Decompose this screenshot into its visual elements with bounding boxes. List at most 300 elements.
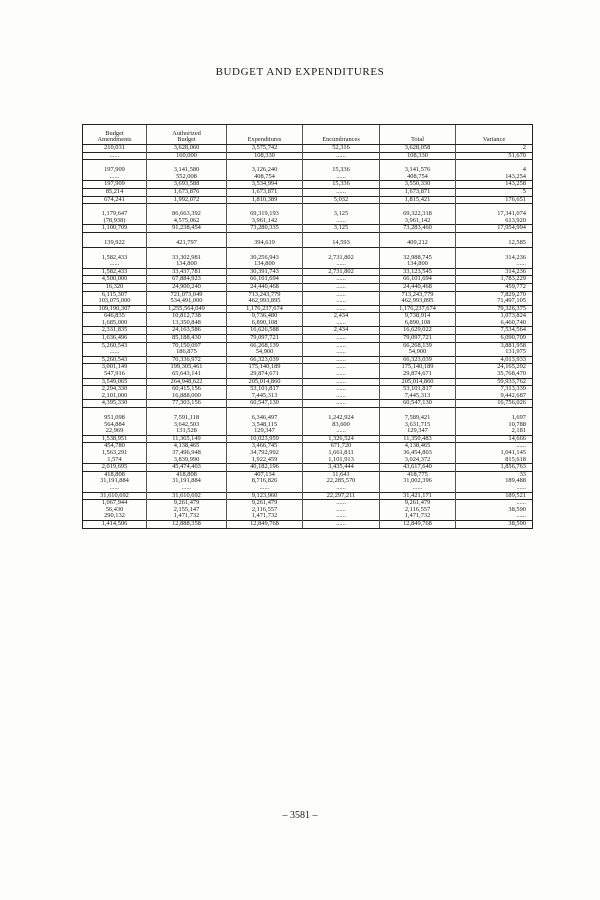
table-row (83, 232, 533, 247)
cell-total: 462,993,895 (380, 298, 456, 305)
cell-encumbrances: ...... (303, 349, 380, 356)
cell-variance: ...... (456, 261, 533, 268)
table-row (83, 313, 533, 320)
table-row (83, 492, 533, 500)
table-row (83, 276, 533, 284)
cell-encumbrances: ...... (303, 364, 380, 371)
cell-variance: 38,590 (456, 520, 533, 528)
cell-authorized-budget: 421,797 (147, 232, 227, 247)
cell-authorized-budget: 134,800 (147, 261, 227, 268)
table-row (83, 196, 533, 204)
cell-budget-amendments: 31,610,692 (83, 492, 147, 500)
cell-encumbrances: ...... (303, 386, 380, 393)
cell-total: 43,617,640 (380, 464, 456, 472)
cell-authorized-budget: 24,900,240 (147, 283, 227, 291)
cell-variance: 38,590 (456, 507, 533, 514)
cell-encumbrances: ...... (303, 520, 380, 528)
cell-budget-amendments: 1,100,709 (83, 225, 147, 233)
cell-variance: 459,772 (456, 283, 533, 291)
cell-budget-amendments: 646,835 (83, 313, 147, 320)
cell-total: 3,631,715 (380, 422, 456, 429)
cell-authorized-budget: 160,000 (147, 152, 227, 160)
table-row (83, 443, 533, 450)
cell-expenditures: 29,874,671 (227, 371, 303, 378)
table-row (83, 500, 533, 507)
cell-budget-amendments: 31,191,884 (83, 478, 147, 485)
cell-encumbrances: 5,032 (303, 196, 380, 204)
cell-variance: 7,313,339 (456, 386, 533, 393)
cell-expenditures: 9,123,960 (227, 492, 303, 500)
cell-total: 408,754 (380, 174, 456, 181)
cell-expenditures: 3,961,142 (227, 218, 303, 225)
cell-authorized-budget: 31,610,692 (147, 492, 227, 500)
table-row (83, 327, 533, 335)
cell-encumbrances: ...... (303, 371, 380, 378)
cell-total: 9,261,479 (380, 500, 456, 507)
cell-expenditures: 1,922,459 (227, 457, 303, 464)
cell-expenditures: 6,346,497 (227, 408, 303, 422)
table-row (83, 188, 533, 196)
cell-encumbrances: 2,731,802 (303, 247, 380, 261)
cell-budget-amendments: 3,001,149 (83, 364, 147, 371)
cell-total: 7,445,313 (380, 393, 456, 400)
header-encumbrances: Encumbrances (303, 125, 380, 145)
cell-variance: 189,488 (456, 478, 533, 485)
table-row (83, 364, 533, 371)
cell-budget-amendments: 2,019,695 (83, 464, 147, 472)
cell-authorized-budget: 85,188,430 (147, 335, 227, 343)
cell-authorized-budget: 11,365,149 (147, 435, 227, 443)
header-authorized-budget: Authorized Budget (147, 125, 227, 145)
cell-authorized-budget: 12,888,358 (147, 520, 227, 528)
cell-encumbrances: ...... (303, 335, 380, 343)
table-row (83, 507, 533, 514)
cell-authorized-budget: 1,673,876 (147, 188, 227, 196)
cell-variance: 17,954,994 (456, 225, 533, 233)
cell-variance: 79,326,375 (456, 305, 533, 313)
page-title: BUDGET AND EXPENDITURES (215, 66, 385, 78)
cell-encumbrances: 3,125 (303, 225, 380, 233)
cell-budget-amendments: 564,884 (83, 422, 147, 429)
cell-expenditures: 205,014,860 (227, 378, 303, 386)
table-header-row (83, 125, 533, 145)
cell-total: 31,002,396 (380, 478, 456, 485)
cell-authorized-budget: 186,875 (147, 349, 227, 356)
cell-variance: 1,041,145 (456, 450, 533, 457)
cell-total: 3,024,372 (380, 457, 456, 464)
cell-authorized-budget: 552,008 (147, 174, 227, 181)
cell-budget-amendments: 2,331,835 (83, 327, 147, 335)
cell-budget-amendments: ...... (83, 261, 147, 268)
table-row (83, 218, 533, 225)
cell-total: 66,268,139 (380, 342, 456, 349)
table-row (83, 204, 533, 218)
cell-budget-amendments: 6,115,307 (83, 291, 147, 298)
cell-expenditures: 3,575,742 (227, 145, 303, 153)
table-row (83, 160, 533, 174)
table-row (83, 520, 533, 528)
cell-total: 418,775 (380, 471, 456, 478)
cell-authorized-budget: 3,693,588 (147, 181, 227, 189)
cell-budget-amendments: 16,320 (83, 283, 147, 291)
cell-total: 4,138,465 (380, 443, 456, 450)
cell-expenditures: 7,445,313 (227, 393, 303, 400)
table-row (83, 305, 533, 313)
cell-encumbrances: ...... (303, 276, 380, 284)
cell-authorized-budget: 31,191,884 (147, 478, 227, 485)
cell-expenditures: 66,323,039 (227, 356, 303, 364)
cell-variance: 35,768,470 (456, 371, 533, 378)
cell-encumbrances: ...... (303, 513, 380, 520)
cell-variance: 59,933,762 (456, 378, 533, 386)
cell-encumbrances: 22,285,570 (303, 478, 380, 485)
table-row (83, 435, 533, 443)
cell-expenditures: 66,268,139 (227, 342, 303, 349)
cell-encumbrances: ...... (303, 305, 380, 313)
cell-total: 129,347 (380, 428, 456, 435)
table-row (83, 174, 533, 181)
table-row (83, 393, 533, 400)
cell-total: 3,961,142 (380, 218, 456, 225)
cell-budget-amendments: 951,098 (83, 408, 147, 422)
cell-budget-amendments: ...... (83, 485, 147, 492)
cell-encumbrances: 52,316 (303, 145, 380, 153)
cell-variance: 14,666 (456, 435, 533, 443)
cell-authorized-budget: 24,163,586 (147, 327, 227, 335)
cell-variance: 3,881,958 (456, 342, 533, 349)
cell-variance: ...... (456, 513, 533, 520)
cell-encumbrances: ...... (303, 298, 380, 305)
cell-total: 36,454,803 (380, 450, 456, 457)
table-row (83, 400, 533, 408)
cell-expenditures: 69,319,193 (227, 204, 303, 218)
cell-authorized-budget: 33,302,981 (147, 247, 227, 261)
cell-variance: ...... (456, 500, 533, 507)
cell-expenditures: 1,673,871 (227, 188, 303, 196)
cell-expenditures: 394,619 (227, 232, 303, 247)
cell-budget-amendments: 1,538,951 (83, 435, 147, 443)
cell-budget-amendments: 2,101,000 (83, 393, 147, 400)
cell-encumbrances: ...... (303, 188, 380, 196)
cell-budget-amendments: 4,395,330 (83, 400, 147, 408)
cell-budget-amendments: 1,563,291 (83, 450, 147, 457)
cell-variance: 1,783,229 (456, 276, 533, 284)
cell-authorized-budget: 721,073,049 (147, 291, 227, 298)
cell-budget-amendments: 1,636,496 (83, 335, 147, 343)
cell-total: 53,101,817 (380, 386, 456, 393)
cell-budget-amendments: 139,922 (83, 232, 147, 247)
cell-encumbrances: 14,593 (303, 232, 380, 247)
cell-expenditures: 66,101,694 (227, 276, 303, 284)
cell-encumbrances: ...... (303, 400, 380, 408)
cell-budget-amendments: 418,808 (83, 471, 147, 478)
table-row (83, 422, 533, 429)
table-row (83, 513, 533, 520)
cell-budget-amendments: 22,969 (83, 428, 147, 435)
cell-total: 175,140,189 (380, 364, 456, 371)
cell-total: 54,900 (380, 349, 456, 356)
cell-expenditures: 713,243,779 (227, 291, 303, 298)
cell-budget-amendments: 3,549,065 (83, 378, 147, 386)
cell-encumbrances: 1,101,913 (303, 457, 380, 464)
cell-expenditures: 30,256,943 (227, 247, 303, 261)
cell-budget-amendments: 1,582,433 (83, 247, 147, 261)
cell-encumbrances: ...... (303, 291, 380, 298)
cell-budget-amendments: 547,916 (83, 371, 147, 378)
table-row (83, 298, 533, 305)
cell-encumbrances: ...... (303, 507, 380, 514)
cell-total: 409,212 (380, 232, 456, 247)
cell-authorized-budget: 60,415,156 (147, 386, 227, 393)
cell-authorized-budget: 16,888,000 (147, 393, 227, 400)
cell-encumbrances: 3,125 (303, 204, 380, 218)
table-row (83, 145, 533, 153)
cell-authorized-budget: 9,261,479 (147, 500, 227, 507)
table-row (83, 283, 533, 291)
cell-budget-amendments: 674,241 (83, 196, 147, 204)
cell-variance: 17,341,074 (456, 204, 533, 218)
cell-variance: 51,670 (456, 152, 533, 160)
cell-encumbrances: ...... (303, 342, 380, 349)
cell-encumbrances: 1,242,924 (303, 408, 380, 422)
cell-variance: 5 (456, 188, 533, 196)
cell-variance: 143,254 (456, 174, 533, 181)
cell-expenditures: 8,716,826 (227, 478, 303, 485)
cell-authorized-budget: 13,350,848 (147, 320, 227, 327)
table-row (83, 471, 533, 478)
cell-expenditures: 9,736,480 (227, 313, 303, 320)
cell-encumbrances: ...... (303, 428, 380, 435)
cell-authorized-budget: 4,138,465 (147, 443, 227, 450)
cell-authorized-budget: 199,305,461 (147, 364, 227, 371)
cell-total: 33,123,545 (380, 268, 456, 276)
cell-variance: ...... (456, 443, 533, 450)
cell-expenditures: 3,548,115 (227, 422, 303, 429)
cell-variance: 71,497,105 (456, 298, 533, 305)
cell-variance: 2,181 (456, 428, 533, 435)
cell-budget-amendments: 1,685,000 (83, 320, 147, 327)
cell-expenditures: 175,140,189 (227, 364, 303, 371)
cell-expenditures: 1,176,237,674 (227, 305, 303, 313)
cell-variance: 33 (456, 471, 533, 478)
cell-budget-amendments: 1,067,944 (83, 500, 147, 507)
cell-variance: 4,013,933 (456, 356, 533, 364)
cell-variance: 12,585 (456, 232, 533, 247)
cell-encumbrances: 15,336 (303, 181, 380, 189)
cell-budget-amendments: 109,190,307 (83, 305, 147, 313)
cell-expenditures: 134,800 (227, 261, 303, 268)
cell-expenditures: 3,534,994 (227, 181, 303, 189)
cell-variance: 189,521 (456, 492, 533, 500)
cell-expenditures: 34,792,992 (227, 450, 303, 457)
cell-budget-amendments: ...... (83, 174, 147, 181)
cell-total: 9,738,914 (380, 313, 456, 320)
cell-variance: 1,073,824 (456, 313, 533, 320)
cell-total: 31,421,171 (380, 492, 456, 500)
cell-variance: 16,756,026 (456, 400, 533, 408)
cell-expenditures: 24,440,468 (227, 283, 303, 291)
cell-expenditures: 73,280,335 (227, 225, 303, 233)
header-total: Total (380, 125, 456, 145)
header-budget-amendments: Budget Amendments (83, 125, 147, 145)
table-row (83, 356, 533, 364)
cell-total: 60,547,130 (380, 400, 456, 408)
cell-encumbrances: 11,641 (303, 471, 380, 478)
page-number: – 3581 – (282, 810, 318, 821)
table-row (83, 181, 533, 189)
cell-budget-amendments: 4,500,000 (83, 276, 147, 284)
cell-budget-amendments: 103,075,000 (83, 298, 147, 305)
table-row (83, 478, 533, 485)
cell-variance: 314,236 (456, 268, 533, 276)
cell-authorized-budget: 33,437,781 (147, 268, 227, 276)
table-row (83, 152, 533, 160)
table-row (83, 457, 533, 464)
cell-budget-amendments: 210,031 (83, 145, 147, 153)
cell-expenditures: 1,810,389 (227, 196, 303, 204)
cell-total: 1,471,732 (380, 513, 456, 520)
table-row (83, 450, 533, 457)
cell-variance: 10,788 (456, 422, 533, 429)
cell-total: 32,988,745 (380, 247, 456, 261)
cell-encumbrances: 671,720 (303, 443, 380, 450)
table-row (83, 349, 533, 356)
cell-encumbrances: ...... (303, 393, 380, 400)
cell-encumbrances: 15,336 (303, 160, 380, 174)
table-row (83, 371, 533, 378)
cell-authorized-budget: 1,255,564,049 (147, 305, 227, 313)
cell-budget-amendments: ...... (83, 152, 147, 160)
cell-variance: 7,829,270 (456, 291, 533, 298)
cell-authorized-budget: 70,336,972 (147, 356, 227, 364)
cell-variance: 7,534,564 (456, 327, 533, 335)
cell-encumbrances: ...... (303, 152, 380, 160)
cell-budget-amendments: 2,294,330 (83, 386, 147, 393)
cell-authorized-budget: 45,474,403 (147, 464, 227, 472)
table-body (83, 145, 533, 529)
cell-authorized-budget: 3,628,060 (147, 145, 227, 153)
cell-expenditures: 16,626,588 (227, 327, 303, 335)
cell-total: 205,014,860 (380, 378, 456, 386)
cell-expenditures: 79,097,721 (227, 335, 303, 343)
cell-expenditures: 3,466,745 (227, 443, 303, 450)
cell-budget-amendments: 454,780 (83, 443, 147, 450)
cell-total: 16,629,022 (380, 327, 456, 335)
cell-authorized-budget: 534,491,000 (147, 298, 227, 305)
cell-total: 2,116,557 (380, 507, 456, 514)
cell-budget-amendments: 197,909 (83, 181, 147, 189)
cell-authorized-budget: 264,948,622 (147, 378, 227, 386)
cell-budget-amendments: (78,938) (83, 218, 147, 225)
cell-total: 1,176,237,674 (380, 305, 456, 313)
cell-authorized-budget: 70,150,097 (147, 342, 227, 349)
table-row (83, 291, 533, 298)
cell-encumbrances: ...... (303, 485, 380, 492)
cell-budget-amendments: 290,132 (83, 513, 147, 520)
cell-encumbrances: 2,434 (303, 313, 380, 320)
cell-encumbrances: 1,661,811 (303, 450, 380, 457)
cell-variance: 176,651 (456, 196, 533, 204)
cell-encumbrances: ...... (303, 500, 380, 507)
cell-authorized-budget: 91,238,454 (147, 225, 227, 233)
cell-encumbrances: 1,326,524 (303, 435, 380, 443)
cell-authorized-budget: 3,642,503 (147, 422, 227, 429)
cell-variance: 6,460,740 (456, 320, 533, 327)
table-row (83, 247, 533, 261)
cell-variance: 815,618 (456, 457, 533, 464)
cell-variance: 2 (456, 145, 533, 153)
cell-variance: 1,697 (456, 408, 533, 422)
cell-budget-amendments: ...... (83, 349, 147, 356)
cell-authorized-budget: 3,141,580 (147, 160, 227, 174)
cell-budget-amendments: 85,214 (83, 188, 147, 196)
budget-table (82, 124, 533, 529)
table-row (83, 342, 533, 349)
cell-budget-amendments: 1,414,506 (83, 520, 147, 528)
cell-expenditures: 408,754 (227, 174, 303, 181)
cell-budget-amendments: 1,582,433 (83, 268, 147, 276)
cell-authorized-budget: 10,812,738 (147, 313, 227, 320)
table-row (83, 428, 533, 435)
cell-expenditures: ...... (227, 485, 303, 492)
table-row (83, 464, 533, 472)
cell-expenditures: 108,330 (227, 152, 303, 160)
cell-variance: 143,258 (456, 181, 533, 189)
cell-expenditures: 54,900 (227, 349, 303, 356)
cell-total: 66,101,694 (380, 276, 456, 284)
cell-authorized-budget: 3,839,990 (147, 457, 227, 464)
cell-total: 108,330 (380, 152, 456, 160)
table-row (83, 485, 533, 492)
cell-variance: 613,920 (456, 218, 533, 225)
cell-expenditures: 407,134 (227, 471, 303, 478)
cell-expenditures: 6,890,108 (227, 320, 303, 327)
cell-total: ...... (380, 485, 456, 492)
cell-authorized-budget: 7,591,118 (147, 408, 227, 422)
cell-authorized-budget: 86,663,392 (147, 204, 227, 218)
cell-authorized-budget: 65,643,141 (147, 371, 227, 378)
cell-total: 134,800 (380, 261, 456, 268)
cell-budget-amendments: 56,430 (83, 507, 147, 514)
cell-total: 66,323,039 (380, 356, 456, 364)
cell-authorized-budget: 4,575,062 (147, 218, 227, 225)
cell-total: 3,628,058 (380, 145, 456, 153)
cell-variance: 9,442,687 (456, 393, 533, 400)
cell-total: 24,440,468 (380, 283, 456, 291)
cell-budget-amendments: 5,260,543 (83, 356, 147, 364)
table-row (83, 320, 533, 327)
cell-total: 69,322,318 (380, 204, 456, 218)
cell-encumbrances: ...... (303, 283, 380, 291)
cell-authorized-budget: 2,155,147 (147, 507, 227, 514)
table-row (83, 408, 533, 422)
cell-total: 11,350,483 (380, 435, 456, 443)
cell-variance: 6,090,709 (456, 335, 533, 343)
cell-total: 79,097,721 (380, 335, 456, 343)
cell-total: 73,283,460 (380, 225, 456, 233)
cell-variance: 24,165,292 (456, 364, 533, 371)
cell-encumbrances: ...... (303, 320, 380, 327)
cell-total: 7,589,421 (380, 408, 456, 422)
cell-encumbrances: ...... (303, 261, 380, 268)
cell-expenditures: 60,547,130 (227, 400, 303, 408)
cell-expenditures: 40,182,196 (227, 464, 303, 472)
cell-authorized-budget: 418,808 (147, 471, 227, 478)
cell-variance: 314,236 (456, 247, 533, 261)
table-row (83, 378, 533, 386)
cell-encumbrances: 3,435,444 (303, 464, 380, 472)
cell-encumbrances: 22,297,211 (303, 492, 380, 500)
